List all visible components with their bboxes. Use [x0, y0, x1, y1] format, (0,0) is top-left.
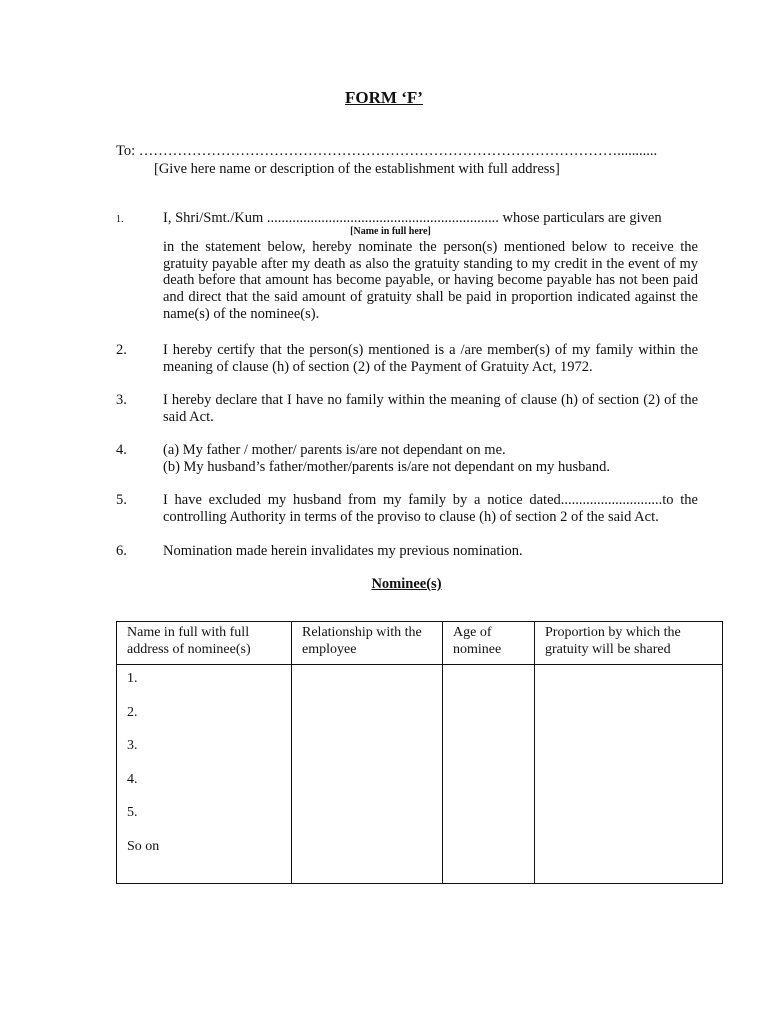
nominee-name-column[interactable] [117, 665, 292, 884]
nominator-name-line: I, Shri/Smt./Kum ................................................................ whose particulars are given [163, 210, 662, 226]
form-title: FORM ‘F’ [345, 88, 423, 107]
declaration-item-4 [116, 442, 698, 476]
item-line-b: (b) My husband’s father/mother/parents is/are not dependant on my husband. [163, 458, 610, 475]
nominee-row-label: 3. [127, 738, 138, 753]
declaration-item-5 [116, 492, 698, 526]
item-number: 4. [116, 442, 127, 458]
addressee-line: To: ………………………………………………………………………………………........... [116, 143, 658, 159]
item-number: 5. [116, 492, 127, 508]
nominees-table [116, 621, 723, 884]
nominee-row-label: 1. [127, 671, 138, 686]
nominee-row-label: 2. [127, 704, 138, 720]
header-name-address: Name in full with full address of nominee(s) [117, 622, 292, 665]
item-number: 3. [116, 392, 127, 408]
header-relationship: Relationship with the employee [292, 622, 443, 665]
header-age: Age of nominee [443, 622, 535, 665]
declaration-item-1 [116, 210, 698, 323]
addressee-hint: [Give here name or description of the establishment with full address] [154, 161, 560, 177]
table-row [117, 665, 723, 884]
header-proportion: Proportion by which the gratuity will be shared [535, 622, 723, 665]
declaration-item-2 [116, 342, 698, 376]
item-text: I have excluded my husband from my family by a notice dated............................to the controlling Authority in terms of the proviso to clause (h) of section 2 of the said Act. [163, 492, 698, 525]
table-header-row [117, 622, 723, 665]
item-line-a: (a) My father / mother/ parents is/are not dependant on me. [163, 442, 506, 458]
item-number: 1. [116, 214, 124, 225]
item-text: I hereby certify that the person(s) mentioned is a /are member(s) of my family within the meaning of clause (h) of section (2) of the Payment of Gratuity Act, 1972. [163, 342, 698, 375]
item-number: 6. [116, 543, 127, 559]
proportion-column[interactable] [535, 665, 723, 884]
item-text: in the statement below, hereby nominate the person(s) mentioned below to receive the gratuity payable after my death as also the gratuity standing to my credit in the event of my death before that amount has become payable, or having become payable has not been paid and direct that the said amount of gratuity shall be paid in proportion indicated against the name(s) of the nominee(s). [163, 238, 698, 322]
item-number: 2. [116, 342, 127, 358]
nominee-row-label: 5. [127, 805, 138, 820]
age-column[interactable] [443, 665, 535, 884]
name-hint: [Name in full here] [350, 225, 431, 237]
nominee-row-label: 4. [127, 771, 138, 787]
nominees-heading: Nominee(s) [371, 576, 442, 592]
nominee-row-label: So on [127, 838, 160, 854]
declaration-item-3 [116, 392, 698, 426]
declaration-item-6 [116, 543, 698, 560]
item-text: I hereby declare that I have no family within the meaning of clause (h) of section (2) of the said Act. [163, 392, 698, 425]
relationship-column[interactable] [292, 665, 443, 884]
item-text: Nomination made herein invalidates my previous nomination. [163, 543, 523, 559]
